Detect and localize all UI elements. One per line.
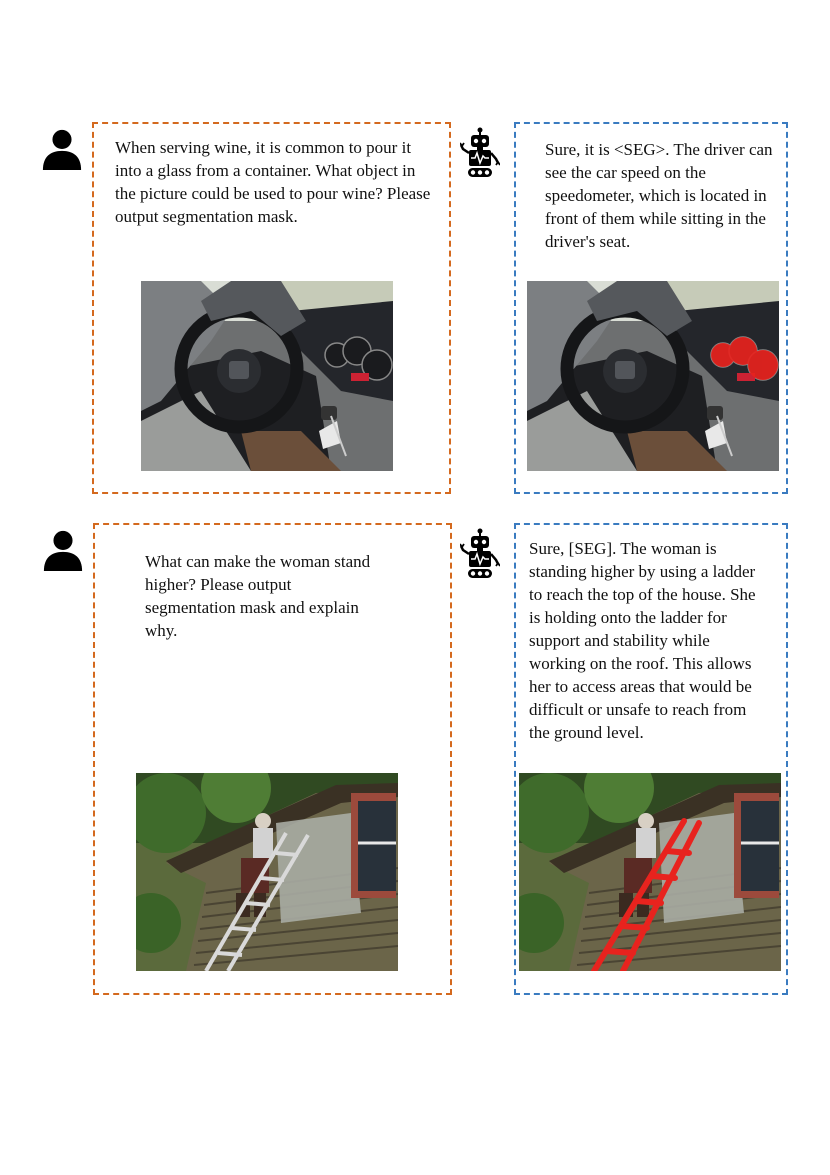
robot-icon xyxy=(460,528,500,580)
user-message-text-1: When serving wine, it is common to pour it into a glass from a container. What object in the picture could be used to pour wine? Please output segmentation mask. xyxy=(115,138,431,226)
car-interior-segmented-image xyxy=(527,281,779,471)
person-icon xyxy=(42,529,84,571)
robot-icon xyxy=(460,127,500,179)
assistant-message-text-1: Sure, it is <SEG>. The driver can see the car speed on the speedometer, which is located in front of them while sitting in the driver's seat. xyxy=(545,140,773,251)
person-icon xyxy=(41,128,83,170)
assistant-message-text-2: Sure, [SEG]. The woman is standing higher by using a ladder to reach the top of the house. She is holding onto the ladder for support and stability while working on the roof. This allows her to access areas that would be difficult or unsafe to reach from the ground level. xyxy=(529,539,756,742)
house-ladder-image xyxy=(136,773,398,971)
house-ladder-segmented-image xyxy=(519,773,781,971)
user-message-text-2: What can make the woman stand higher? Please output segmentation mask and explain why. xyxy=(145,552,371,640)
car-interior-image xyxy=(141,281,393,471)
